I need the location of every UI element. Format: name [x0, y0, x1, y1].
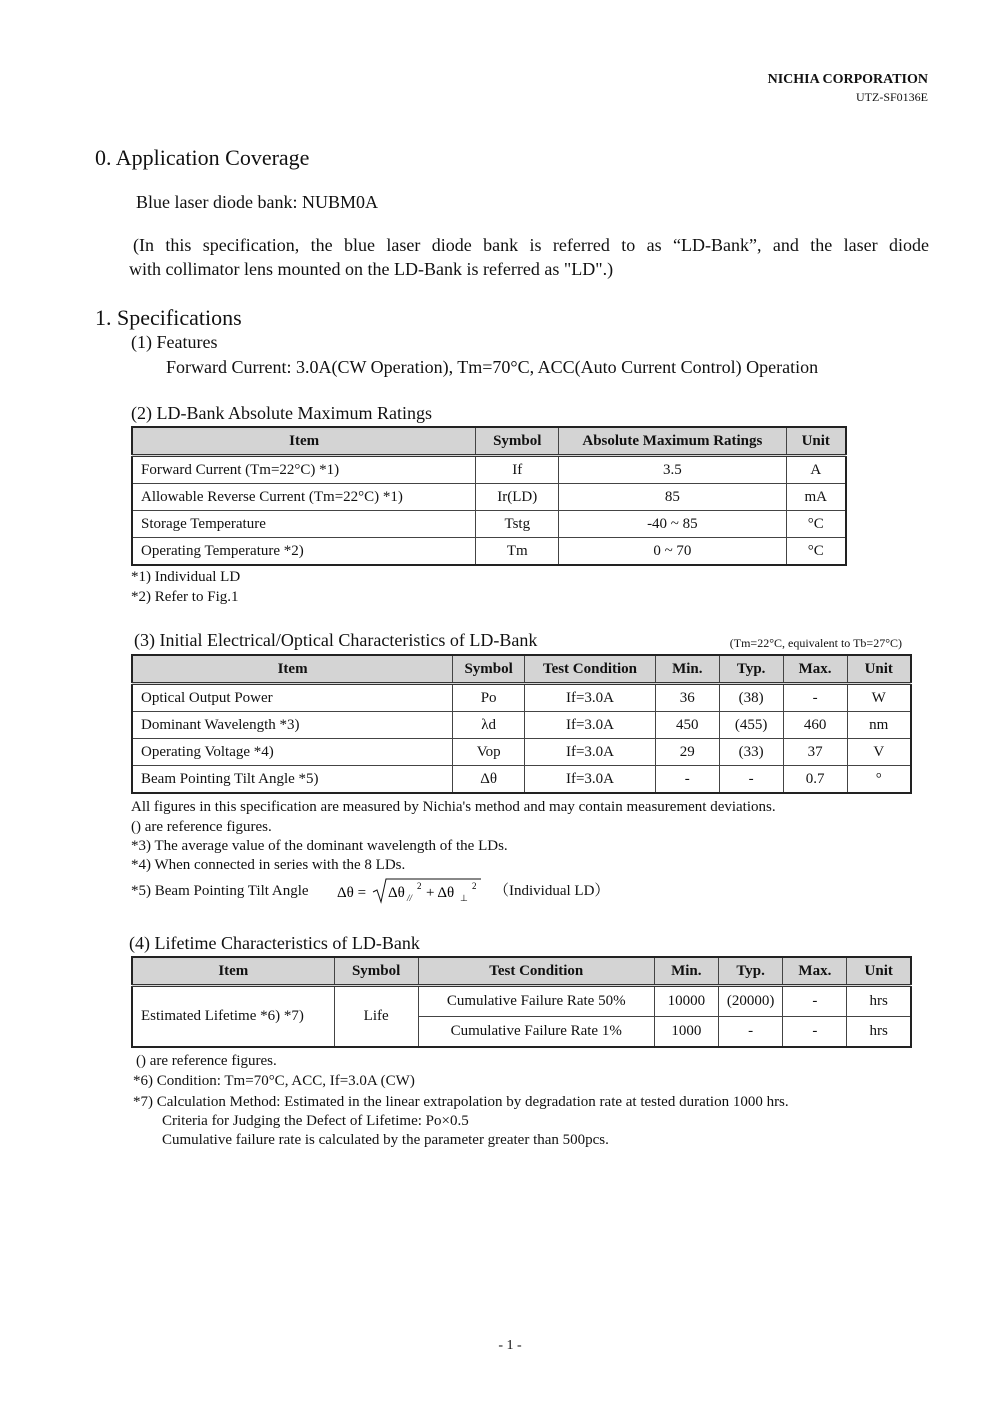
- table-cell: (20000): [718, 986, 783, 1017]
- table-cell: 85: [559, 484, 786, 511]
- column-header: Min.: [654, 957, 718, 986]
- svg-text:+ Δθ: + Δθ: [426, 885, 455, 901]
- table-cell: Vop: [453, 739, 525, 766]
- tilt-angle-formula-graphic: [333, 876, 483, 906]
- column-header: Test Condition: [525, 655, 656, 684]
- absolute-max-ratings-table: [131, 426, 847, 566]
- table3-condition: (Tm=22°C, equivalent to Tb=27°C): [729, 636, 902, 650]
- table-cell: Beam Pointing Tilt Angle *5): [132, 766, 453, 794]
- column-header: Symbol: [334, 957, 418, 986]
- table-cell: 450: [655, 712, 719, 739]
- column-header: Item: [132, 427, 476, 456]
- table-cell: nm: [847, 712, 911, 739]
- table-cell: If=3.0A: [525, 766, 656, 794]
- column-header: Typ.: [718, 957, 783, 986]
- table-cell: -: [718, 1017, 783, 1048]
- table-row: [132, 538, 846, 566]
- table-cell: -: [655, 766, 719, 794]
- column-header: Max.: [783, 655, 847, 684]
- coverage-paragraph-line1: (In this specification, the blue laser diode bank is referred to as “LD-Bank”, and the laser diode: [133, 235, 929, 255]
- column-header: Item: [132, 957, 334, 986]
- table-header-row: [132, 655, 911, 684]
- svg-text:Δθ =: Δθ =: [337, 885, 367, 901]
- table-cell: (38): [719, 684, 783, 712]
- table4-note: Cumulative failure rate is calculated by the parameter greater than 500pcs.: [162, 1132, 609, 1148]
- table-cell: Cumulative Failure Rate 50%: [418, 986, 654, 1017]
- table4-note: () are reference figures.: [136, 1053, 277, 1069]
- table-cell: 1000: [654, 1017, 718, 1048]
- electrical-optical-table: [131, 654, 912, 794]
- table2-note: *1) Individual LD: [131, 569, 241, 585]
- table4-title: (4) Lifetime Characteristics of LD-Bank: [129, 933, 420, 953]
- tilt-angle-formula: [333, 876, 483, 906]
- table-cell: Optical Output Power: [132, 684, 453, 712]
- table-cell: °C: [786, 511, 846, 538]
- table-cell: Cumulative Failure Rate 1%: [418, 1017, 654, 1048]
- table2-note: *2) Refer to Fig.1: [131, 589, 239, 605]
- table-cell: Tstg: [476, 511, 559, 538]
- table-cell: Tm: [476, 538, 559, 566]
- table-cell: W: [847, 684, 911, 712]
- table3-note: () are reference figures.: [131, 819, 272, 835]
- tilt-angle-note-suffix: （Individual LD）: [494, 883, 610, 899]
- table-cell: Storage Temperature: [132, 511, 476, 538]
- table-cell: A: [786, 456, 846, 484]
- table-cell: 29: [655, 739, 719, 766]
- column-header: Unit: [786, 427, 846, 456]
- document-code: UTZ-SF0136E: [856, 90, 928, 104]
- table-cell: hrs: [847, 986, 911, 1017]
- table4-note: *7) Calculation Method: Estimated in the linear extrapolation by degradation rate at tested duration 1000 hrs.: [133, 1094, 789, 1110]
- table2-title: (2) LD-Bank Absolute Maximum Ratings: [131, 403, 432, 423]
- column-header: Unit: [847, 655, 911, 684]
- table-cell: 10000: [654, 986, 718, 1017]
- table-row: [132, 484, 846, 511]
- table4-note: *6) Condition: Tm=70°C, ACC, If=3.0A (CW): [133, 1073, 415, 1089]
- table-row: [132, 684, 911, 712]
- table-cell: 0 ~ 70: [559, 538, 786, 566]
- table-header-row: [132, 957, 911, 986]
- table-row: [132, 456, 846, 484]
- table-cell: λd: [453, 712, 525, 739]
- column-header: Min.: [655, 655, 719, 684]
- table3-note: All figures in this specification are measured by Nichia's method and may contain measurement deviations.: [131, 799, 776, 815]
- table-row: [132, 739, 911, 766]
- table-cell: Estimated Lifetime *6) *7): [132, 986, 334, 1048]
- column-header: Symbol: [453, 655, 525, 684]
- table-cell: (33): [719, 739, 783, 766]
- table-cell: (455): [719, 712, 783, 739]
- table-cell: If=3.0A: [525, 712, 656, 739]
- table-cell: 37: [783, 739, 847, 766]
- coverage-paragraph-line2: with collimator lens mounted on the LD-Bank is referred as "LD".): [129, 259, 614, 279]
- table-cell: Dominant Wavelength *3): [132, 712, 453, 739]
- table-row: [132, 511, 846, 538]
- svg-text:⊥: ⊥: [460, 893, 468, 903]
- company-name: NICHIA CORPORATION: [767, 72, 928, 87]
- table3-title: (3) Initial Electrical/Optical Characteristics of LD-Bank: [134, 630, 538, 650]
- table4-note: Criteria for Judging the Defect of Lifetime: Po×0.5: [162, 1113, 469, 1129]
- table-cell: If=3.0A: [525, 739, 656, 766]
- column-header: Unit: [847, 957, 911, 986]
- svg-text:2: 2: [472, 881, 477, 891]
- table-row: [132, 712, 911, 739]
- page-number: - 1 -: [498, 1338, 522, 1353]
- svg-text:Δθ: Δθ: [388, 885, 405, 901]
- table3-note: *3) The average value of the dominant wavelength of the LDs.: [131, 838, 508, 854]
- table-cell: 3.5: [559, 456, 786, 484]
- table-cell: mA: [786, 484, 846, 511]
- table-cell: Δθ: [453, 766, 525, 794]
- table-cell: 36: [655, 684, 719, 712]
- column-header: Symbol: [476, 427, 559, 456]
- table3-note: *4) When connected in series with the 8 LDs.: [131, 857, 406, 873]
- section-0-title: 0. Application Coverage: [95, 145, 310, 170]
- table-cell: -: [783, 1017, 847, 1048]
- table-row: [132, 986, 911, 1017]
- table-cell: V: [847, 739, 911, 766]
- table-cell: °: [847, 766, 911, 794]
- table-cell: °C: [786, 538, 846, 566]
- table-cell: Forward Current (Tm=22°C) *1): [132, 456, 476, 484]
- table-cell: Allowable Reverse Current (Tm=22°C) *1): [132, 484, 476, 511]
- table-cell: hrs: [847, 1017, 911, 1048]
- features-text: Forward Current: 3.0A(CW Operation), Tm=70°C, ACC(Auto Current Control) Operation: [166, 357, 819, 377]
- svg-text:2: 2: [417, 881, 422, 891]
- table-cell: -: [783, 684, 847, 712]
- table-cell: Operating Temperature *2): [132, 538, 476, 566]
- product-line: Blue laser diode bank: NUBM0A: [136, 192, 378, 212]
- table-cell: -: [719, 766, 783, 794]
- table-cell: Operating Voltage *4): [132, 739, 453, 766]
- tilt-angle-note-label: *5) Beam Pointing Tilt Angle: [131, 883, 309, 899]
- column-header: Test Condition: [418, 957, 654, 986]
- column-header: Absolute Maximum Ratings: [559, 427, 786, 456]
- table-cell: If=3.0A: [525, 684, 656, 712]
- svg-text://: //: [407, 893, 413, 903]
- table-cell: Life: [334, 986, 418, 1048]
- table-cell: -40 ~ 85: [559, 511, 786, 538]
- table-cell: 460: [783, 712, 847, 739]
- section-1-title: 1. Specifications: [95, 305, 242, 330]
- table-cell: Ir(LD): [476, 484, 559, 511]
- table-header-row: [132, 427, 846, 456]
- table-row: [132, 766, 911, 794]
- table-cell: 0.7: [783, 766, 847, 794]
- column-header: Max.: [783, 957, 847, 986]
- column-header: Typ.: [719, 655, 783, 684]
- column-header: Item: [132, 655, 453, 684]
- table-cell: Po: [453, 684, 525, 712]
- table-cell: -: [783, 986, 847, 1017]
- lifetime-table: [131, 956, 912, 1048]
- table-cell: If: [476, 456, 559, 484]
- features-title: (1) Features: [131, 332, 218, 352]
